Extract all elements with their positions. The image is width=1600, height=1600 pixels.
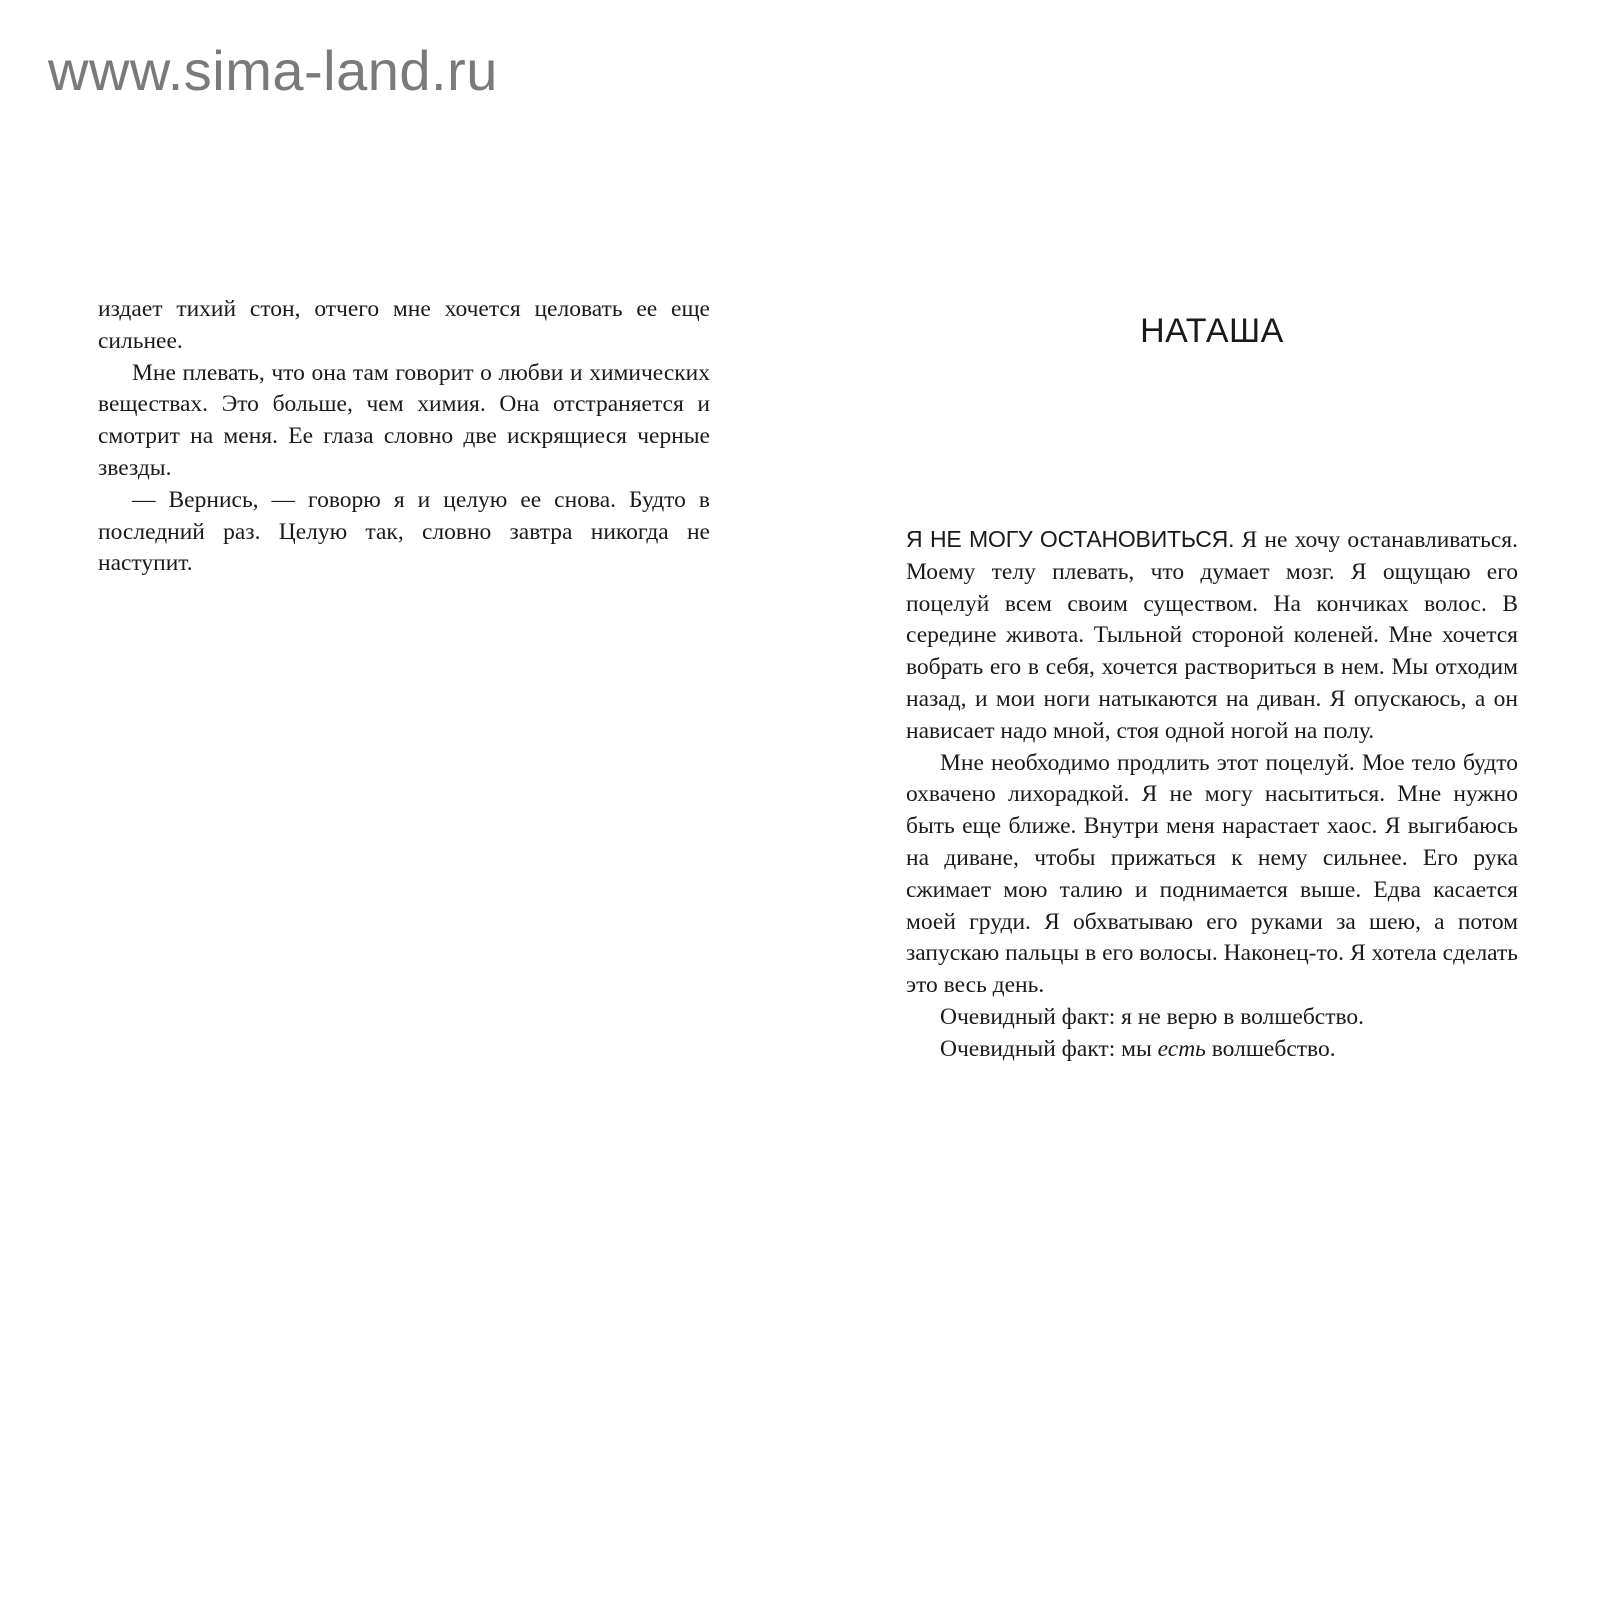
left-page-text bbox=[98, 294, 710, 580]
right-paragraph-1-text: Я не хочу останавливаться. Моему телу плевать, что думает мозг. Я ощущаю его поцелуй всем своим существом. На кончиках волос. В середине живота. Тыльной стороной коленей. Мне хочется вобрать его в себя, хочется раствориться в нем. Мы отходим назад, и мои ноги натыкаются на диван. Я опускаюсь, а он нависает надо мной, стоя одной ногой на полу. bbox=[906, 527, 1518, 744]
site-watermark: www.sima-land.ru bbox=[48, 39, 498, 102]
right-paragraph-3: Очевидный факт: я не верю в волшебство. bbox=[940, 1003, 1365, 1030]
right-paragraph-1 bbox=[906, 524, 1518, 748]
chapter-lead-caps: Я НЕ МОГУ ОСТАНОВИТЬСЯ. bbox=[906, 526, 1235, 552]
chapter-title: НАТАША bbox=[1140, 312, 1284, 350]
right-paragraph-4-emphasis: есть bbox=[1157, 1035, 1206, 1062]
left-paragraph-1: издает тихий стон, отчего мне хочется целовать ее еще сильнее. bbox=[98, 296, 710, 354]
left-paragraph-3: — Вернись, — говорю я и целую ее снова. Будто в последний раз. Целую так, словно завтра никогда не наступит. bbox=[98, 486, 710, 577]
right-paragraph-4-end: волшебство. bbox=[1205, 1035, 1336, 1062]
right-paragraph-4-start: Очевидный факт: мы bbox=[940, 1035, 1158, 1062]
right-paragraph-4 bbox=[906, 1034, 1518, 1066]
right-page-text bbox=[906, 524, 1518, 1066]
left-paragraph-2: Мне плевать, что она там говорит о любви и химических веществах. Это больше, чем химия. Она отстраняется и смотрит на меня. Ее глаза словно две искрящиеся черные звезды. bbox=[98, 359, 710, 481]
right-paragraph-2: Мне необходимо продлить этот поцелуй. Мое тело будто охвачено лихорадкой. Я не могу насытиться. Мне нужно быть еще ближе. Внутри меня нарастает хаос. Я выгибаюсь на диване, чтобы прижаться к нему сильнее. Его рука сжимает мою талию и поднимается выше. Едва касается моей груди. Я обхватываю его руками за шею, а потом запускаю пальцы в его волосы. Наконец-то. Я хотела сделать это весь день. bbox=[906, 749, 1518, 999]
